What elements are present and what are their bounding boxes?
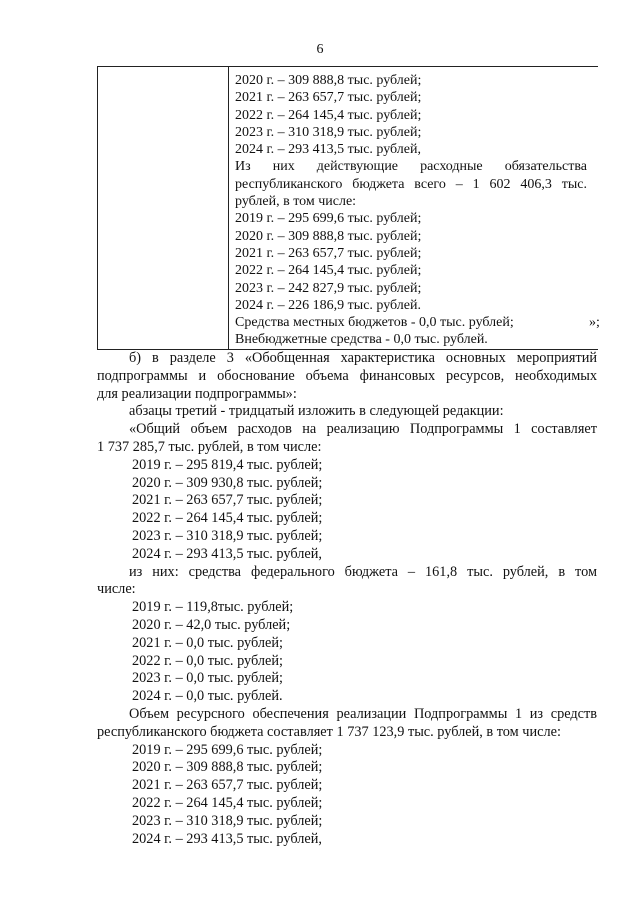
list-item: 2024 г. – 293 413,5 тыс. рублей, [132, 830, 322, 847]
paragraph-line: подпрограммы и обоснование объема финансовых ресурсов, необходимых [97, 367, 597, 384]
table-line: 2023 г. – 310 318,9 тыс. рублей; [235, 124, 422, 140]
list-item: 2024 г. – 293 413,5 тыс. рублей, [132, 545, 322, 562]
list-item: 2021 г. – 263 657,7 тыс. рублей; [132, 777, 323, 794]
list-item: 2023 г. – 310 318,9 тыс. рублей; [132, 812, 323, 829]
list-item: 2019 г. – 295 819,4 тыс. рублей; [132, 456, 323, 473]
list-item: 2024 г. – 0,0 тыс. рублей. [132, 688, 283, 705]
table-line: 2019 г. – 295 699,6 тыс. рублей; [235, 211, 422, 227]
quote-closer: »; [589, 315, 600, 330]
list-item: 2020 г. – 309 930,8 тыс. рублей; [132, 474, 323, 491]
table-divider [228, 67, 229, 349]
table-line: 2021 г. – 263 657,7 тыс. рублей; [235, 90, 422, 106]
table-line: 2022 г. – 264 145,4 тыс. рублей; [235, 107, 422, 123]
paragraph-line: из них: средства федерального бюджета – 161,8 тыс. рублей, в том [129, 563, 597, 580]
list-item: 2021 г. – 263 657,7 тыс. рублей; [132, 492, 323, 509]
paragraph-line: республиканского бюджета составляет 1 737 123,9 тыс. рублей, в том числе: [97, 723, 561, 740]
list-item: 2020 г. – 42,0 тыс. рублей; [132, 616, 291, 633]
table-line: 2024 г. – 293 413,5 тыс. рублей, [235, 142, 421, 158]
paragraph-line: для реализации подпрограммы»: [97, 385, 297, 402]
table-line: рублей, в том числе: [235, 194, 357, 210]
list-item: 2023 г. – 310 318,9 тыс. рублей; [132, 527, 323, 544]
table-line: республиканского бюджета всего – 1 602 406,3 тыс. [235, 176, 587, 192]
body-text [97, 350, 597, 848]
table-line: 2024 г. – 226 186,9 тыс. рублей. [235, 297, 421, 313]
table-line: 2021 г. – 263 657,7 тыс. рублей; [235, 245, 422, 261]
list-item: 2022 г. – 0,0 тыс. рублей; [132, 652, 284, 669]
list-item: 2021 г. – 0,0 тыс. рублей; [132, 634, 284, 651]
funding-table [97, 66, 598, 350]
table-line: 2022 г. – 264 145,4 тыс. рублей; [235, 263, 422, 279]
paragraph-line: Объем ресурсного обеспечения реализации Подпрограммы 1 из средств [129, 705, 597, 722]
table-line: 2020 г. – 309 888,8 тыс. рублей; [235, 228, 422, 244]
paragraph-line: «Общий объем расходов на реализацию Подпрограммы 1 составляет [129, 421, 597, 438]
paragraph-line: абзацы третий - тридцатый изложить в следующей редакции: [129, 403, 504, 420]
list-item: 2022 г. – 264 145,4 тыс. рублей; [132, 794, 323, 811]
list-item: 2023 г. – 0,0 тыс. рублей; [132, 670, 284, 687]
table-line: Из них действующие расходные обязательства [235, 159, 587, 175]
list-item: 2022 г. – 264 145,4 тыс. рублей; [132, 510, 323, 527]
table-line: Внебюджетные средства - 0,0 тыс. рублей. [235, 332, 488, 348]
table-line: 2020 г. – 309 888,8 тыс. рублей; [235, 73, 422, 88]
list-item: 2020 г. – 309 888,8 тыс. рублей; [132, 759, 323, 776]
paragraph-line: 1 737 285,7 тыс. рублей, в том числе: [97, 438, 322, 455]
paragraph-line: б) в разделе 3 «Обобщенная характеристика основных мероприятий [129, 350, 597, 366]
list-item: 2019 г. – 119,8тыс. рублей; [132, 599, 294, 616]
page-number: 6 [316, 42, 324, 57]
paragraph-line: числе: [97, 581, 136, 598]
table-line: 2023 г. – 242 827,9 тыс. рублей; [235, 280, 422, 296]
list-item: 2019 г. – 295 699,6 тыс. рублей; [132, 741, 323, 758]
table-cell-content [235, 72, 587, 349]
table-line: Средства местных бюджетов - 0,0 тыс. рублей; [235, 315, 514, 331]
